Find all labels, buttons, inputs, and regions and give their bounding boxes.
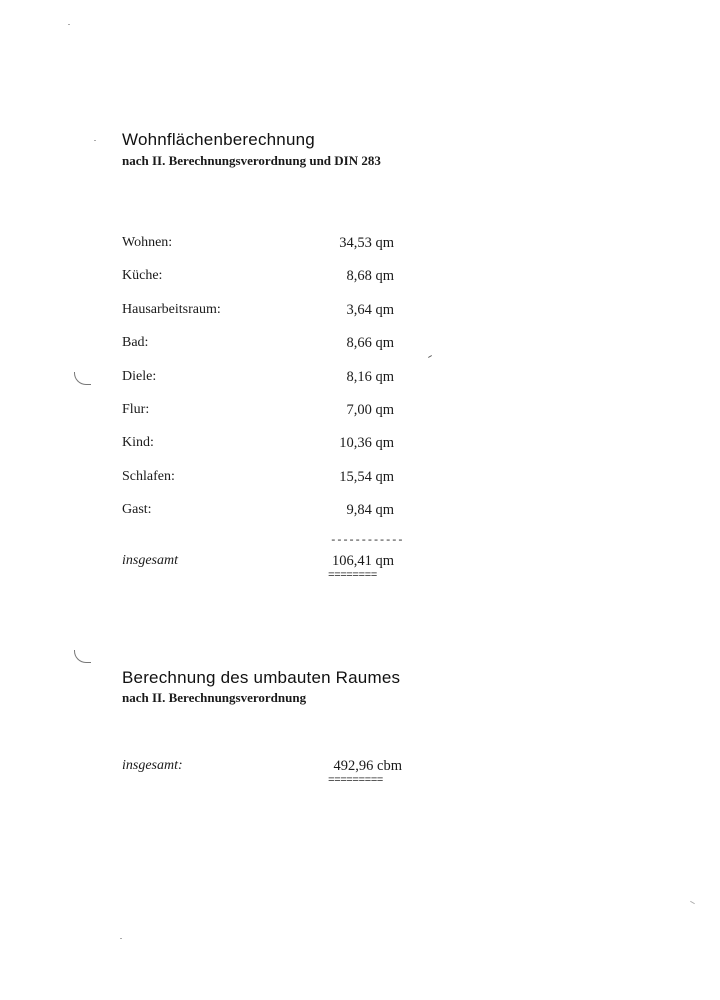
room-label: Gast: xyxy=(122,502,152,518)
room-label: Bad: xyxy=(122,335,149,351)
room-area-value: 8,16 qm xyxy=(346,368,394,385)
area-row xyxy=(0,402,720,422)
scan-speck xyxy=(690,901,695,904)
section2-subtitle: nach II. Berechnungsverordnung xyxy=(122,690,307,705)
room-area-value: 9,84 qm xyxy=(346,502,394,519)
area-row xyxy=(0,335,720,355)
section1-double-underline: ======== xyxy=(328,570,377,582)
room-area-value: 10,36 qm xyxy=(339,435,394,452)
scan-speck xyxy=(120,938,122,939)
scan-speck xyxy=(94,140,96,141)
section1-subtitle-din: DIN 283 xyxy=(334,153,381,168)
room-area-value: 34,53 qm xyxy=(339,235,394,251)
section1-total-value: 106,41 qm xyxy=(331,553,394,569)
section1-subtitle-text: nach II. Berechnungsverordnung und xyxy=(122,153,335,168)
section2-total-label: insgesamt: xyxy=(122,758,183,773)
area-row xyxy=(0,369,720,389)
room-area-value: 3,64 qm xyxy=(346,301,394,318)
punch-hole-mark xyxy=(74,650,91,663)
section1-title: Wohnflächenberechnung xyxy=(122,130,315,149)
room-area-value: 8,68 qm xyxy=(346,268,394,285)
section1-total-label: insgesamt xyxy=(122,553,178,568)
section2-total-value: 492,96 cbm xyxy=(333,758,402,774)
area-row xyxy=(0,235,720,255)
room-label: Kind: xyxy=(122,435,154,451)
section2-double-underline: ========= xyxy=(328,775,383,787)
area-row xyxy=(0,502,720,522)
area-row xyxy=(0,469,720,489)
room-label: Schlafen: xyxy=(122,468,175,484)
room-label: Flur: xyxy=(122,402,150,417)
area-row xyxy=(0,302,720,322)
section2-title: Berechnung des umbauten Raumes xyxy=(122,668,401,687)
room-area-value: 15,54 qm xyxy=(339,468,394,485)
room-label: Hausarbeitsraum: xyxy=(122,301,221,317)
room-label: Wohnen: xyxy=(122,235,173,250)
area-row xyxy=(0,268,720,288)
scan-speck xyxy=(428,355,432,358)
scan-speck xyxy=(68,24,70,25)
section1-subtitle xyxy=(122,153,381,169)
room-label: Küche: xyxy=(122,268,163,284)
room-area-value: 8,66 qm xyxy=(346,335,394,352)
room-label: Diele: xyxy=(122,368,157,384)
area-row xyxy=(0,435,720,455)
room-area-value: 7,00 qm xyxy=(346,402,394,418)
sum-separator: ------------ xyxy=(330,535,404,547)
